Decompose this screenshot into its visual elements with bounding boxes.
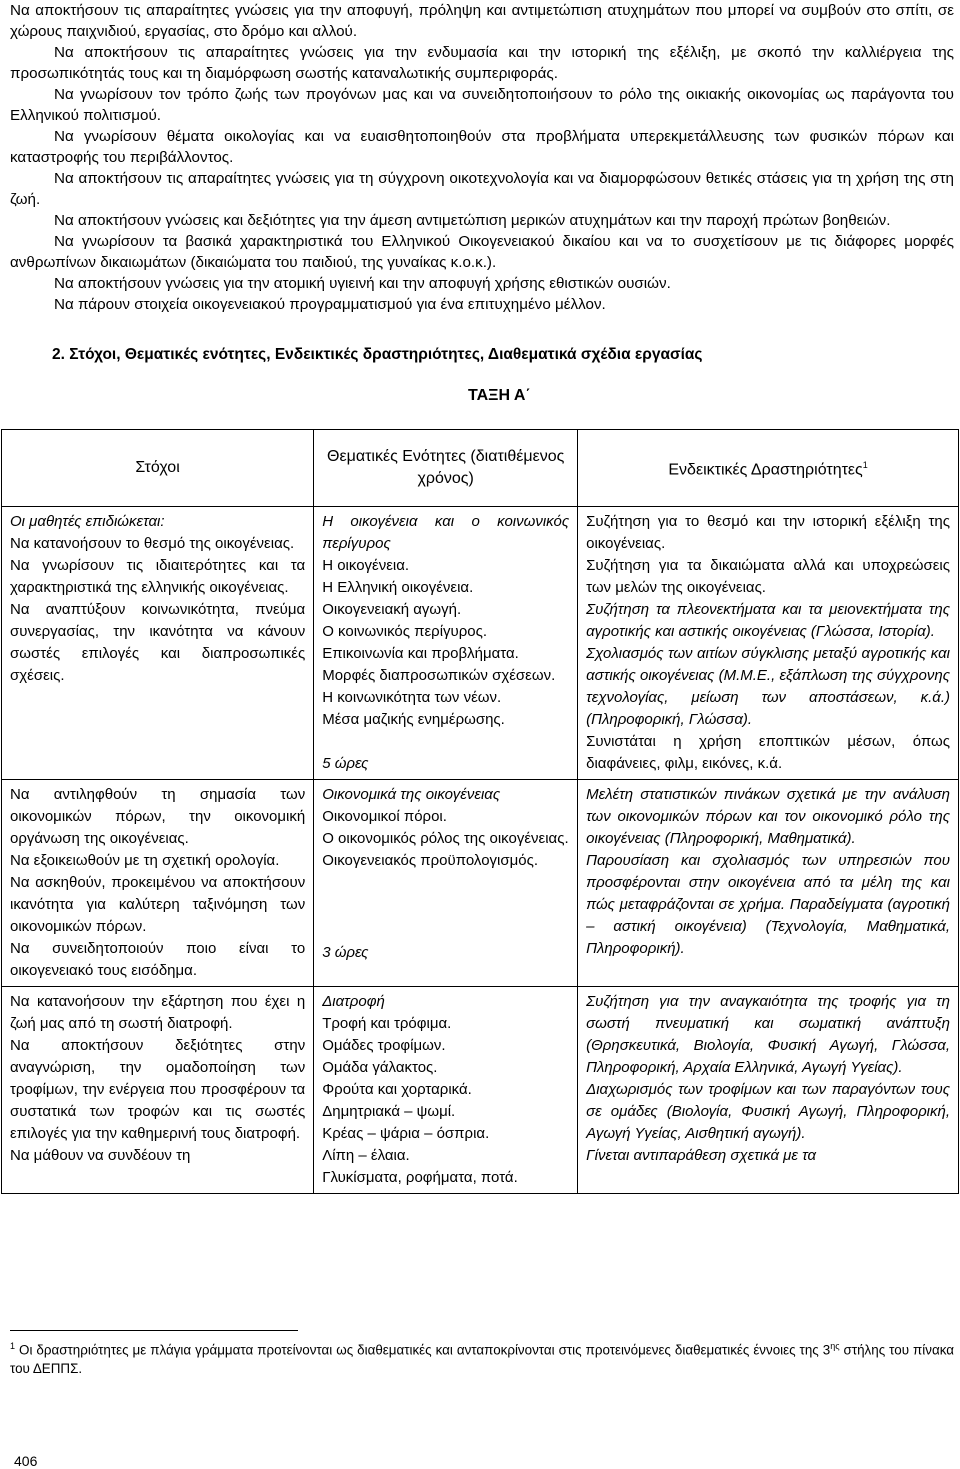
intro-paragraph: Να αποκτήσουν τις απαραίτητες γνώσεις για την αποφυγή, πρόληψη και αντιμετώπιση ατυχημάτων που μπορεί να συμβούν στο σπίτι, σε χώρους παιχνιδιού, εργασίας, στο δρόμο και αλλού. bbox=[10, 2, 954, 40]
unit-item: Η κοινωνικότητα των νέων. bbox=[322, 689, 502, 706]
unit-title: Διατροφή bbox=[322, 993, 385, 1010]
intro-paragraph: Να αποκτήσουν τις απαραίτητες γνώσεις για τη σύγχρονη οικοτεχνολογία και να διαμορφώσουν θετικές στάσεις για τη χρήση της στη ζωή. bbox=[10, 170, 954, 208]
unit-item: Η Ελληνική οικογένεια. bbox=[322, 579, 474, 596]
goal-item: Να κατανοήσουν το θεσμό της οικογένειας. bbox=[10, 535, 295, 552]
intro-paragraph: Να γνωρίσουν τον τρόπο ζωής των προγόνων μας και να συνειδητοποιήσουν το ρόλο της οικιακής οικονομίας ως παράγοντα του Ελληνικού πολιτισμού. bbox=[10, 86, 954, 124]
activity-item: Μελέτη στατιστικών πινάκων σχετικά με την ανάλυση των οικονομικών πόρων και τον οικονομικό ρόλο της οικογένειας (Πληροφορική, Μαθηματικά). bbox=[586, 786, 950, 847]
unit-item: Οικονομικοί πόροι. bbox=[322, 808, 447, 825]
unit-item: Φρούτα και χορταρικά. bbox=[322, 1081, 472, 1098]
goal-item: Να ασκηθούν, προκειμένου να αποκτήσουν ικανότητα για καλύτερη ταξινόμηση των οικονομικών πόρων. bbox=[10, 874, 306, 935]
intro-paragraph: Να πάρουν στοιχεία οικογενειακού προγραμματισμού για ένα επιτυχημένο μέλλον. bbox=[54, 296, 606, 313]
intro-paragraph: Να αποκτήσουν τις απαραίτητες γνώσεις για την ενδυμασία και την ιστορική της εξέλιξη, με σκοπό την καλλιέργεια της προσωπικότητάς τους και τη διαμόρφωση σωστής καταναλωτικής συμπεριφοράς. bbox=[10, 44, 954, 82]
activity-item: Συζήτηση για τα δικαιώματα αλλά και υποχρεώσεις των μελών της οικογένειας. bbox=[586, 557, 950, 596]
goals-cell bbox=[2, 780, 314, 987]
activity-item: Σχολιασμός των αιτίων σύγκλισης μεταξύ αγροτικής και αστικής οικογένειας (Μ.Μ.Ε., εξάπλωση της σύγχρονης τεχνολογίας, μείωση των αποστάσεων, κ.ά.) (Πληροφορική, Γλώσσα). bbox=[586, 645, 950, 728]
units-cell bbox=[314, 780, 578, 987]
intro-text bbox=[10, 0, 954, 315]
unit-item: Οικογενειακός προϋπολογισμός. bbox=[322, 852, 539, 869]
table-header-row bbox=[2, 430, 959, 507]
goals-cell bbox=[2, 987, 314, 1194]
unit-item: Ο κοινωνικός περίγυρος. bbox=[322, 623, 488, 640]
footnote-ordinal: ης bbox=[830, 1341, 840, 1351]
unit-item: Ο οικονομικός ρόλος της οικογένειας. bbox=[322, 830, 569, 847]
footnote bbox=[10, 1337, 954, 1378]
curriculum-table bbox=[1, 429, 959, 1194]
unit-item: Λίπη – έλαια. bbox=[322, 1147, 410, 1164]
footnote-text-end: στήλης του πίνακα του ΔΕΠΠΣ. bbox=[10, 1342, 954, 1377]
unit-item: Οικογενειακή αγωγή. bbox=[322, 601, 462, 618]
unit-item: Επικοινωνία και προβλήματα. bbox=[322, 645, 519, 662]
goal-item: Να αναπτύξουν κοινωνικότητα, πνεύμα συνεργασίας, την ικανότητα να κάνουν σωστές επιλογές και διαπροσωπικές σχέσεις. bbox=[10, 601, 306, 684]
footnote-ref: 1 bbox=[862, 460, 868, 471]
goal-item: Να γνωρίσουν τις ιδιαιτερότητες και τα χαρακτηριστικά της ελληνικής οικογένειας. bbox=[10, 557, 306, 596]
table-row bbox=[2, 780, 959, 987]
unit-item: Μέσα μαζικής ενημέρωσης. bbox=[322, 711, 505, 728]
activity-item: Συζήτηση για το θεσμό και την ιστορική εξέλιξη της οικογένειας. bbox=[586, 513, 950, 552]
header-goals: Στόχοι bbox=[2, 430, 314, 507]
units-cell bbox=[314, 507, 578, 780]
unit-item: Η οικογένεια. bbox=[322, 557, 410, 574]
unit-hours: 5 ώρες bbox=[322, 755, 369, 772]
footnote-text: Οι δραστηριότητες με πλάγια γράμματα προτείνονται ως διαθεματικές και ανταποκρίνονται στις προτεινόμενες διαθεματικές έννοιες της 3 bbox=[19, 1342, 831, 1358]
header-units: Θεματικές Ενότητες (διατιθέμενος χρόνος) bbox=[314, 430, 578, 507]
unit-item: Μορφές διαπροσωπικών σχέσεων. bbox=[322, 667, 556, 684]
goals-intro: Οι μαθητές επιδιώκεται: bbox=[10, 513, 165, 530]
activities-cell bbox=[578, 987, 959, 1194]
footnote-marker: 1 bbox=[10, 1341, 16, 1351]
unit-item: Ομάδα γάλακτος. bbox=[322, 1059, 438, 1076]
activities-cell bbox=[578, 780, 959, 987]
goal-item: Να μάθουν να συνδέουν τη bbox=[10, 1147, 191, 1164]
unit-item: Κρέας – ψάρια – όσπρια. bbox=[322, 1125, 490, 1142]
intro-paragraph: Να αποκτήσουν γνώσεις για την ατομική υγιεινή και την αποφυγή χρήσης εθιστικών ουσιών. bbox=[54, 275, 671, 292]
section-heading: 2. Στόχοι, Θεματικές ενότητες, Ενδεικτικές δραστηριότητες, Διαθεματικά σχέδια εργασίας bbox=[52, 346, 703, 363]
activity-item: Συζήτηση για την αναγκαιότητα της τροφής για τη σωστή πνευματική και σωματική ανάπτυξη (Θρησκευτικά, Βιολογία, Φυσική Αγωγή, Γλώσσα, Πληροφορική, Αρχαία Ελληνικά, Αγωγή Υγείας). bbox=[586, 993, 950, 1076]
intro-paragraph: Να γνωρίσουν θέματα οικολογίας και να ευαισθητοποιηθούν στα προβλήματα υπερεκμετάλλευσης των φυσικών πόρων και καταστροφής του περιβάλλοντος. bbox=[10, 128, 954, 166]
unit-item: Δημητριακά – ψωμί. bbox=[322, 1103, 456, 1120]
activities-cell bbox=[578, 507, 959, 780]
unit-title: Η οικογένεια και ο κοινωνικός περίγυρος bbox=[322, 513, 570, 552]
header-activities-label: Ενδεικτικές Δραστηριότητες bbox=[668, 461, 863, 479]
unit-title: Οικονομικά της οικογένειας bbox=[322, 786, 501, 803]
unit-item: Ομάδες τροφίμων. bbox=[322, 1037, 446, 1054]
activity-item: Διαχωρισμός των τροφίμων και των παραγόντων τους σε ομάδες (Βιολογία, Φυσική Αγωγή, Πληροφορική, Αγωγή Υγείας, Αισθητική αγωγή). bbox=[586, 1081, 950, 1142]
activity-item: Συνιστάται η χρήση εποπτικών μέσων, όπως διαφάνειες, φιλμ, εικόνες, κ.ά. bbox=[586, 733, 950, 772]
goal-item: Να εξοικειωθούν με τη σχετική ορολογία. bbox=[10, 852, 280, 869]
unit-item: Τροφή και τρόφιμα. bbox=[322, 1015, 452, 1032]
goal-item: Να αποκτήσουν δεξιότητες στην αναγνώριση, την ομαδοποίηση των τροφίμων, την ενέργεια που προσφέρουν τα συστατικά των τροφών και τις σωστές επιλογές για την καθημερινή τους διατροφή. bbox=[10, 1037, 306, 1142]
table-row bbox=[2, 507, 959, 780]
table-row bbox=[2, 987, 959, 1194]
footnote-divider bbox=[10, 1330, 298, 1331]
intro-paragraph: Να γνωρίσουν τα βασικά χαρακτηριστικά του Ελληνικού Οικογενειακού δικαίου και να το συσχετίσουν με τις διάφορες μορφές ανθρωπίνων δικαιωμάτων (δικαιώματα του παιδιού, της γυναίκας κ.ο.κ.). bbox=[10, 233, 954, 271]
goal-item: Να συνειδητοποιούν ποιο είναι το οικογενειακό τους εισόδημα. bbox=[10, 940, 306, 979]
unit-item: Γλυκίσματα, ροφήματα, ποτά. bbox=[322, 1169, 518, 1186]
activity-item: Γίνεται αντιπαράθεση σχετικά με τα bbox=[586, 1147, 817, 1164]
class-label: ΤΑΞΗ Α΄ bbox=[468, 387, 531, 404]
goals-cell bbox=[2, 507, 314, 780]
intro-paragraph: Να αποκτήσουν γνώσεις και δεξιότητες για την άμεση αντιμετώπιση μερικών ατυχημάτων και την παροχή πρώτων βοηθειών. bbox=[54, 212, 891, 229]
header-activities bbox=[578, 430, 959, 507]
activity-item: Παρουσίαση και σχολιασμός των υπηρεσιών που προσφέρονται στην οικογένεια από τα μέλη της και πώς μεταφράζονται σε χρήμα. Παραδείγματα (αγροτική – αστική οικογένεια) (Τεχνολογία, Μαθηματικά, Πληροφορική). bbox=[586, 852, 950, 957]
unit-hours: 3 ώρες bbox=[322, 944, 369, 961]
units-cell bbox=[314, 987, 578, 1194]
page-number: 406 bbox=[14, 1453, 38, 1469]
goal-item: Να αντιληφθούν τη σημασία των οικονομικών πόρων, την οικονομική οργάνωση της οικογένειας. bbox=[10, 786, 306, 847]
activity-item: Συζήτηση τα πλεονεκτήματα και τα μειονεκτήματα της αγροτικής και αστικής οικογένειας (Γλώσσα, Ιστορία). bbox=[586, 601, 950, 640]
goal-item: Να κατανοήσουν την εξάρτηση που έχει η ζωή μας από τη σωστή διατροφή. bbox=[10, 993, 306, 1032]
